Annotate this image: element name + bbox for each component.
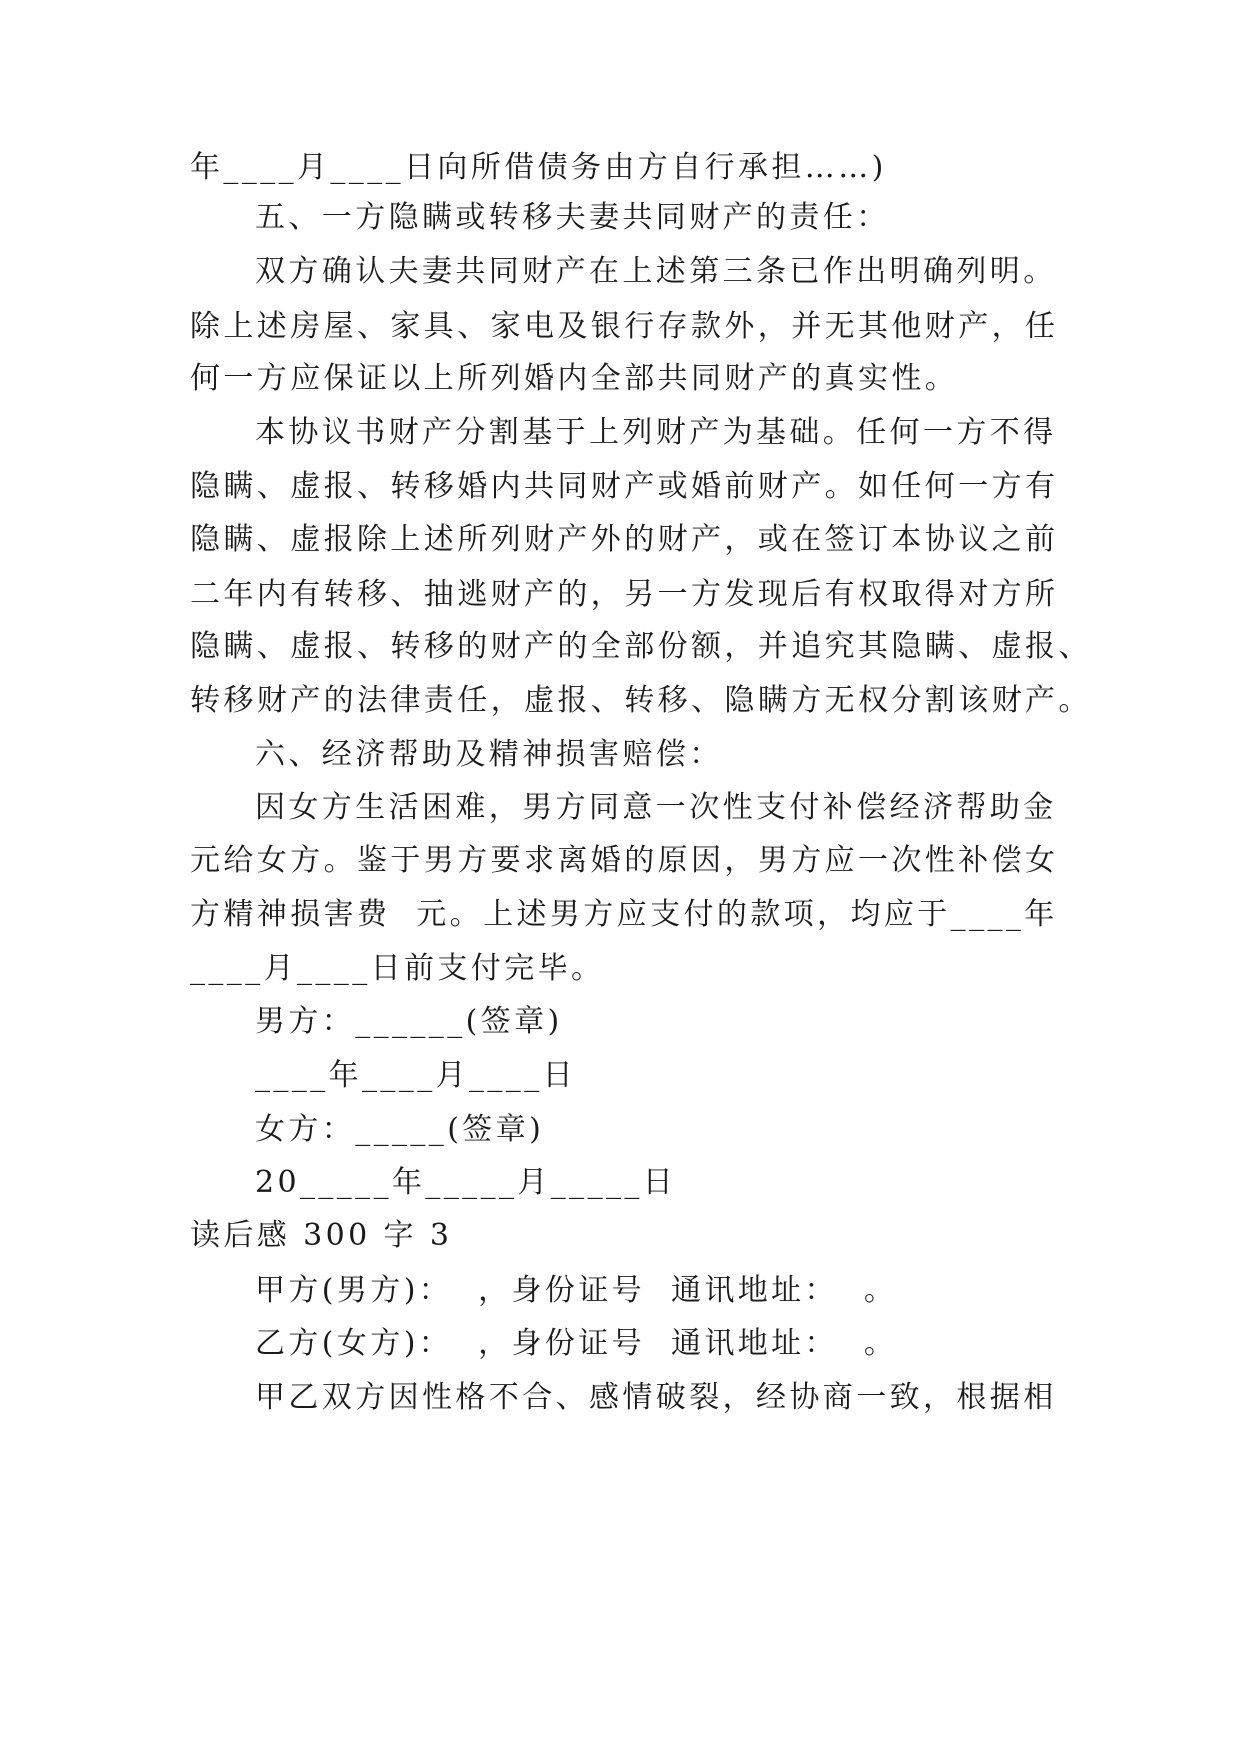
female-signature-line: 女方：_____(签章) xyxy=(255,1112,545,1147)
paragraph-line: 隐瞒、虚报除上述所列财产外的财产，或在签订本协议之前 xyxy=(190,522,1059,557)
section-title: 读后感 300 字 3 xyxy=(190,1218,453,1253)
paragraph-line: 转移财产的法律责任，虚报、转移、隐瞒方无权分割该财产。 xyxy=(190,683,1092,718)
paragraph-line: 双方确认夫妻共同财产在上述第三条已作出明确列明。 xyxy=(255,254,1057,289)
paragraph-line: ____月____日前支付完毕。 xyxy=(190,951,605,986)
paragraph-line: 隐瞒、虚报、转移的财产的全部份额，并追究其隐瞒、虚报、 xyxy=(190,629,1092,664)
text-line-debt-clause: 年____月____日向所借债务由方自行承担……) xyxy=(190,150,887,185)
paragraph-line: 二年内有转移、抽逃财产的，另一方发现后有权取得对方所 xyxy=(190,577,1059,612)
paragraph-line: 除上述房屋、家具、家电及银行存款外，并无其他财产，任 xyxy=(190,309,1059,344)
paragraph-line: 元给女方。鉴于男方要求离婚的原因，男方应一次性补偿女 xyxy=(190,843,1059,878)
party-b-line: 乙方(女方)： ，身份证号 通讯地址： 。 xyxy=(255,1326,898,1361)
section-heading-five: 五、一方隐瞒或转移夫妻共同财产的责任： xyxy=(255,200,890,235)
paragraph-line: 本协议书财产分割基于上列财产为基础。任何一方不得 xyxy=(255,415,1057,450)
male-signature-line: 男方：______(签章) xyxy=(255,1004,563,1039)
paragraph-line: 甲乙双方因性格不合、感情破裂，经协商一致，根据相 xyxy=(255,1380,1057,1415)
paragraph-line: 何一方应保证以上所列婚内全部共同财产的真实性。 xyxy=(190,361,959,396)
female-date-line: 20_____年_____月_____日 xyxy=(255,1165,677,1200)
paragraph-line: 方精神损害费 元。上述男方应支付的款项，均应于____年 xyxy=(190,897,1058,932)
party-a-line: 甲方(男方)： ，身份证号 通讯地址： 。 xyxy=(255,1273,898,1308)
paragraph-line: 隐瞒、虚报、转移婚内共同财产或婚前财产。如任何一方有 xyxy=(190,469,1059,504)
male-date-line: ____年____月____日 xyxy=(255,1058,576,1093)
section-heading-six: 六、经济帮助及精神损害赔偿： xyxy=(255,737,723,772)
paragraph-line: 因女方生活困难，男方同意一次性支付补偿经济帮助金 xyxy=(255,790,1057,825)
